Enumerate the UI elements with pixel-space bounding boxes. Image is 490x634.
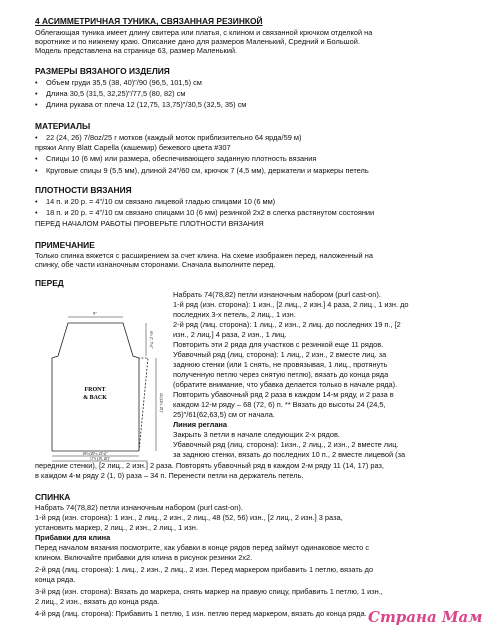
back-line: Набрать 74(78,82) петли изнаночным набором (purl cast-on). bbox=[35, 503, 243, 512]
gauge-item: • 18 п. и 20 р. = 4"/10 см связано спицами 10 (6 мм) резинкой 2x2 в слегка растянутом состоянии bbox=[46, 208, 374, 217]
front-line: каждом 12-м ряду – 68 (72, 6) п. ** Вязать до высоты 24 (24,5, bbox=[173, 400, 386, 409]
diagram-label-front: FRONT bbox=[84, 387, 106, 393]
note-line: Только спинка вяжется с расширением за счет клина. На схеме изображен перед, наложенный на bbox=[35, 251, 373, 260]
intro-line: Облегающая туника имеет длину свитера или платья, с клином и связанной крючком отделкой на bbox=[35, 28, 373, 37]
intro-line: воротнике и по нижнему краю. Описание дано для размеров Маленький, Средний и Большой. bbox=[35, 37, 360, 46]
front-heading: ПЕРЕД bbox=[35, 278, 64, 288]
back-line: 3-й ряд (изн. сторона): Вязать до маркера, снять маркер на правую спицу, прибавить 1 петлю, 1 изн., bbox=[35, 587, 383, 596]
front-line: Повторить эти 2 ряда для участков с резинкой еще 11 рядов. bbox=[173, 340, 384, 349]
size-item: • Длина 30,5 (31,5, 32,25)"/77,5 (80, 82) см bbox=[46, 89, 185, 98]
front-line: 25)"/61(62,63,5) см от начала. bbox=[173, 410, 275, 419]
document-title: 4 АСИММЕТРИЧНАЯ ТУНИКА, СВЯЗАННАЯ РЕЗИНКОЙ bbox=[35, 16, 263, 26]
note-heading: ПРИМЕЧАНИЕ bbox=[35, 240, 95, 250]
diagram-gusset-width: 17½ (19, 20)" bbox=[89, 457, 111, 461]
front-line: Закрыть 3 петли в начале следующих 2-х рядов. bbox=[173, 430, 340, 439]
note-line: спинку, обе части изнаночным сторонами. Сначала выполните перед. bbox=[35, 260, 276, 269]
front-line: Убавочный ряд (лиц. сторона): 1 лиц., 2 изн., 2 вместе лиц. за bbox=[173, 350, 387, 359]
diagram-raglan-height: 6½ (7, 7½)" bbox=[149, 331, 153, 349]
front-line: последних 3-х петель, 2 лиц., 1 изн. bbox=[173, 310, 296, 319]
material-item: • Спицы 10 (6 мм) или размера, обеспечивающего заданную плотность вязания bbox=[46, 154, 316, 163]
diagram-top-width: 9" bbox=[93, 311, 97, 316]
diagram-body-height: 24 (24½, 25)" bbox=[159, 392, 163, 414]
size-item: • Объем груди 35,5 (38, 40)"/90 (96,5, 101,5) см bbox=[46, 78, 202, 87]
front-line: (обратите внимание, что убавка делается только в начале ряда). bbox=[173, 380, 398, 389]
diagram-bottom-width: 19½ (20½, 21½)" bbox=[82, 452, 108, 456]
back-line: 4-й ряд (лиц. сторона): Прибавить 1 петлю, 1 изн. петлю перед маркером, вязать до конца ряда. bbox=[35, 609, 367, 618]
front-line: в каждом 4-м ряду 2 (1, 0) раза – 34 п. Перенести петли на держатель петель. bbox=[35, 471, 304, 480]
front-line: 2-й ряд (лиц. сторона): 1 лиц., 2 изн., 2 лиц. до последних 19 п., [2 bbox=[173, 320, 401, 329]
back-line: Перед началом вязания посмотрите, как убавки в конце рядов перед займут одинаковое место с bbox=[35, 543, 370, 552]
front-line: заднюю стенки (или 1 снять, не провязывая, 1 лиц., протянуть bbox=[173, 360, 388, 369]
schematic-diagram bbox=[30, 303, 180, 463]
intro-line: Модель представлена на странице 63, размер Маленький. bbox=[35, 46, 238, 55]
raglan-subheading: Линия реглана bbox=[173, 420, 228, 429]
sizes-heading: РАЗМЕРЫ ВЯЗАНОГО ИЗДЕЛИЯ bbox=[35, 66, 170, 76]
front-line: за заднюю стенки, вязать до последних 10 п., 2 вместе лицевой (за bbox=[173, 450, 406, 459]
size-item: • Длина рукава от плеча 12 (12,75, 13,75)"/30,5 (32,5, 35) см bbox=[46, 100, 246, 109]
front-line: 1-й ряд (изн. сторона): 1 изн., [2 лиц., 2 изн.] 4 раза, 2 лиц., 1 изн. до bbox=[173, 300, 409, 309]
back-line: клином. Включайте прибавки для клина в рисунок резинки 2x2. bbox=[35, 553, 253, 562]
back-line: конца ряда. bbox=[35, 575, 76, 584]
front-line: изн., 2 лиц.] 4 раза, 2 изн., 1 лиц. bbox=[173, 330, 287, 339]
front-line: полученную петлю через снятую петлю), вязать до конца ряда bbox=[173, 370, 389, 379]
front-line: Убавочный ряд (лиц. сторона): 1изн., 2 лиц., 2 изн., 2 вместе лиц. bbox=[173, 440, 399, 449]
material-item: • Круговые спицы 9 (5,5 мм), длиной 24"/60 см, крючок 7 (4,5 мм), держатели и маркеры петель bbox=[46, 166, 369, 175]
gusset-line bbox=[139, 358, 148, 451]
material-item: пряжи Anny Blatt Capella (кашемир) бежевого цвета #307 bbox=[35, 143, 231, 152]
back-line: 2 лиц., 2 изн., вязать до конца ряда. bbox=[35, 597, 160, 606]
diagram-label-back: & BACK bbox=[83, 395, 107, 401]
back-line: 2-й ряд (лиц. сторона): 1 лиц., 2 изн., 2 лиц., 2 изн. Перед маркером прибавить 1 петлю, вязать до bbox=[35, 565, 374, 574]
gauge-heading: ПЛОТНОСТИ ВЯЗАНИЯ bbox=[35, 185, 132, 195]
back-heading: СПИНКА bbox=[35, 492, 71, 502]
materials-heading: МАТЕРИАЛЫ bbox=[35, 121, 91, 131]
gusset-subheading: Прибавки для клина bbox=[35, 533, 111, 542]
site-watermark: Страна Мам bbox=[368, 608, 483, 626]
gauge-warning: ПЕРЕД НАЧАЛОМ РАБОТЫ ПРОВЕРЬТЕ ПЛОТНОСТИ ВЯЗАНИЯ bbox=[35, 219, 264, 228]
back-line: установить маркер, 2 лиц., 2 изн., 2 лиц., 1 изн. bbox=[35, 523, 198, 532]
front-line: Повторить убавочный ряд 2 раза в каждом 14-м ряду, и 2 раза в bbox=[173, 390, 394, 399]
back-line: 1-й ряд (изн. сторона): 1 изн., 2 лиц., 2 изн., 2 лиц., 48 (52, 56) изн., [2 лиц., 2 изн.] 3 раза, bbox=[35, 513, 343, 522]
material-item: • 22 (24, 26) 7/8oz/25 г мотков (каждый моток приблизительно 64 ярда/59 м) bbox=[46, 133, 301, 142]
front-line: Набрать 74(78,82) петли изнаночным набором (purl cast-on). bbox=[173, 290, 381, 299]
gauge-item: • 14 п. и 20 р. = 4"/10 см связано лицевой гладью спицами 10 (6 мм) bbox=[46, 197, 275, 206]
front-line: передние стенки), [2 лиц., 2 изн.] 2 раза. Повторять убавочный ряд в каждом 2-м ряду 11 (14, 17) раз, bbox=[35, 461, 384, 470]
